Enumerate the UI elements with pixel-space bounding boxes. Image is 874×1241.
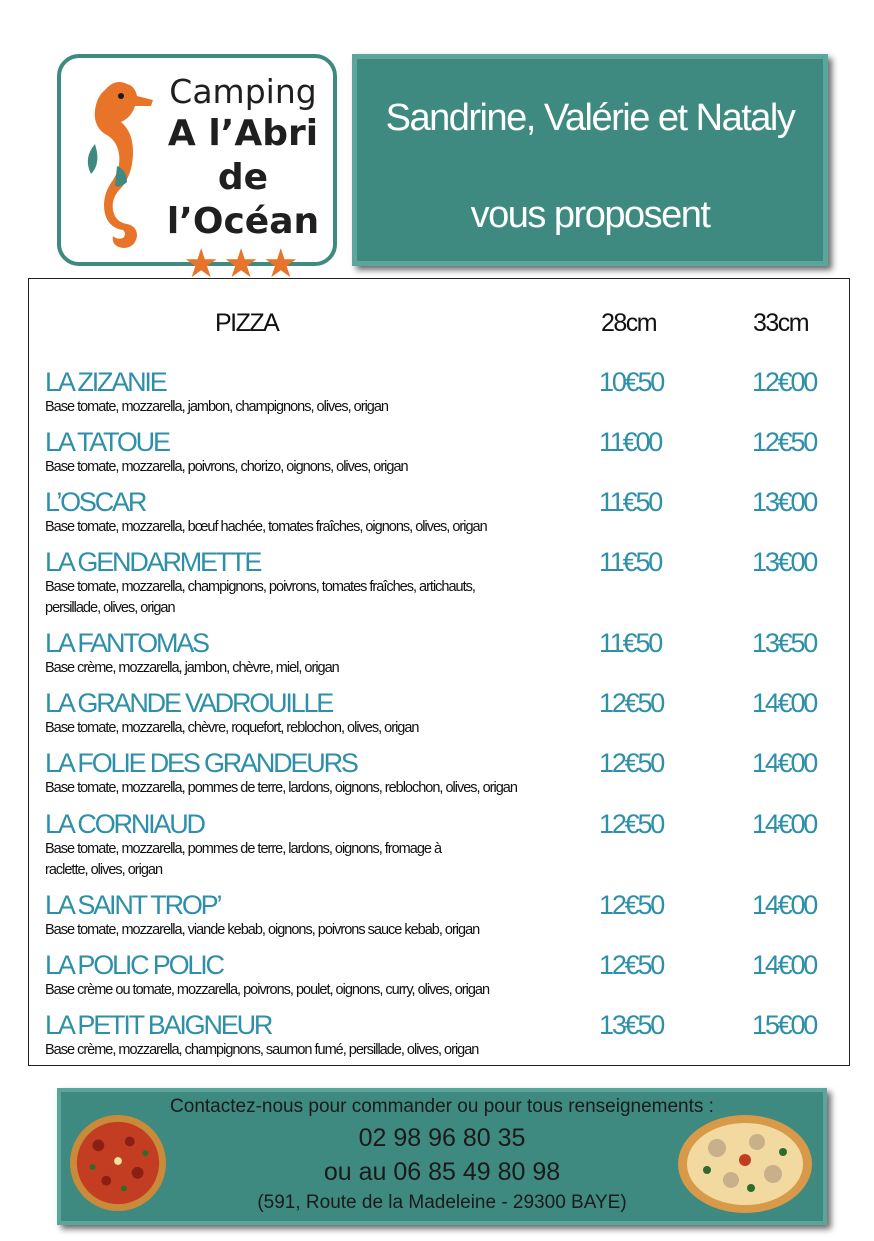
menu-item — [45, 487, 835, 538]
logo-name-text-2: de l’Océan — [166, 157, 320, 242]
star-rating: ★★★ — [183, 241, 303, 287]
phone-number: 02 98 96 80 35 — [358, 1124, 526, 1152]
menu-item — [45, 809, 835, 881]
price-33: 14€00 — [752, 688, 817, 718]
pizza-description: Base tomate, mozzarella, chèvre, roquefort, reblochon, olives, origan — [45, 720, 419, 736]
pizza-name: LA FOLIE DES GRANDEURS — [45, 748, 357, 778]
price-28: 13€50 — [599, 1010, 664, 1040]
header-banner — [352, 54, 828, 266]
price-33: 14€00 — [752, 748, 817, 778]
header-subtitle: vous proposent — [470, 194, 710, 236]
pizza-description: Base tomate, mozzarella, bœuf hachée, tomates fraîches, oignons, olives, origan — [45, 519, 487, 535]
price-28: 11€50 — [599, 547, 662, 577]
pizza-description: Base tomate, mozzarella, poivrons, chorizo, oignons, olives, origan — [45, 459, 408, 475]
price-33: 13€00 — [752, 547, 817, 577]
price-33: 15€00 — [752, 1010, 817, 1040]
pizza-name: LA SAINT TROP’ — [45, 890, 221, 920]
menu-item — [45, 427, 835, 478]
pizza-name: LA FANTOMAS — [45, 628, 208, 658]
pizza-name: LA CORNIAUD — [45, 809, 204, 839]
pizza-name: L’OSCAR — [45, 487, 146, 517]
seahorse-icon — [75, 70, 155, 255]
menu-item — [45, 628, 835, 679]
header-names: Sandrine, Valérie et Nataly — [385, 97, 795, 139]
pizza-name: LA POLIC POLIC — [45, 950, 223, 980]
mobile-number: ou au 06 85 49 80 98 — [323, 1158, 561, 1186]
price-28: 11€00 — [599, 427, 662, 457]
price-28: 12€50 — [599, 890, 664, 920]
price-28: 11€50 — [599, 487, 662, 517]
pizza-description: Base crème ou tomate, mozzarella, poivrons, poulet, oignons, curry, olives, origan — [45, 982, 490, 998]
size-header-28: 28cm — [601, 309, 657, 337]
pizza-name: LA TATOUE — [45, 427, 169, 457]
price-33: 13€50 — [752, 628, 817, 658]
pizza-name: LA ZIZANIE — [45, 367, 166, 397]
camping-logo — [57, 54, 337, 287]
price-28: 12€50 — [599, 748, 664, 778]
menu-item — [45, 688, 835, 739]
price-33: 14€00 — [752, 950, 817, 980]
pizza-name: LA GRANDE VADROUILLE — [45, 688, 333, 718]
pizza-description: Base tomate, mozzarella, champignons, poivrons, tomates fraîches, artichauts, persillade, olives, origan — [45, 579, 475, 616]
price-33: 12€50 — [752, 427, 817, 457]
menu-item — [45, 1010, 835, 1061]
pizza-description: Base tomate, mozzarella, viande kebab, oignons, poivrons sauce kebab, origan — [45, 922, 480, 938]
pizza-description: Base tomate, mozzarella, jambon, champignons, olives, origan — [45, 399, 388, 415]
contact-intro: Contactez-nous pour commander ou pour tous renseignements : — [170, 1096, 714, 1117]
pizza-name: LA PETIT BAIGNEUR — [45, 1010, 272, 1040]
price-28: 12€50 — [599, 688, 664, 718]
menu-item — [45, 367, 835, 418]
price-33: 12€00 — [752, 367, 817, 397]
menu-item — [45, 950, 835, 1001]
price-28: 12€50 — [599, 809, 664, 839]
price-33: 14€00 — [752, 809, 817, 839]
logo-camping-text: Camping — [169, 72, 317, 111]
pizza-description: Base crème, mozzarella, jambon, chèvre, miel, origan — [45, 660, 339, 676]
contact-banner — [57, 1088, 827, 1225]
pizza-description: Base tomate, mozzarella, pommes de terre, lardons, oignons, fromage à raclette, olives, origan — [45, 841, 442, 878]
menu-item — [45, 890, 835, 941]
menu-item — [45, 748, 835, 799]
price-28: 11€50 — [599, 628, 662, 658]
menu-item — [45, 547, 835, 619]
price-33: 14€00 — [752, 890, 817, 920]
logo-name-text: A l’Abri — [167, 113, 319, 154]
address: (591, Route de la Madeleine - 29300 BAYE) — [257, 1192, 627, 1213]
size-header-33: 33cm — [753, 309, 809, 337]
price-28: 10€50 — [599, 367, 664, 397]
section-title: PIZZA — [215, 309, 279, 337]
price-28: 12€50 — [599, 950, 664, 980]
pizza-description: Base crème, mozzarella, champignons, saumon fumé, persillade, olives, origan — [45, 1042, 479, 1058]
pizza-name: LA GENDARMETTE — [45, 547, 261, 577]
pizza-menu — [28, 278, 850, 1066]
price-33: 13€00 — [752, 487, 817, 517]
pizza-description: Base tomate, mozzarella, pommes de terre, lardons, oignons, reblochon, olives, origan — [45, 780, 517, 796]
